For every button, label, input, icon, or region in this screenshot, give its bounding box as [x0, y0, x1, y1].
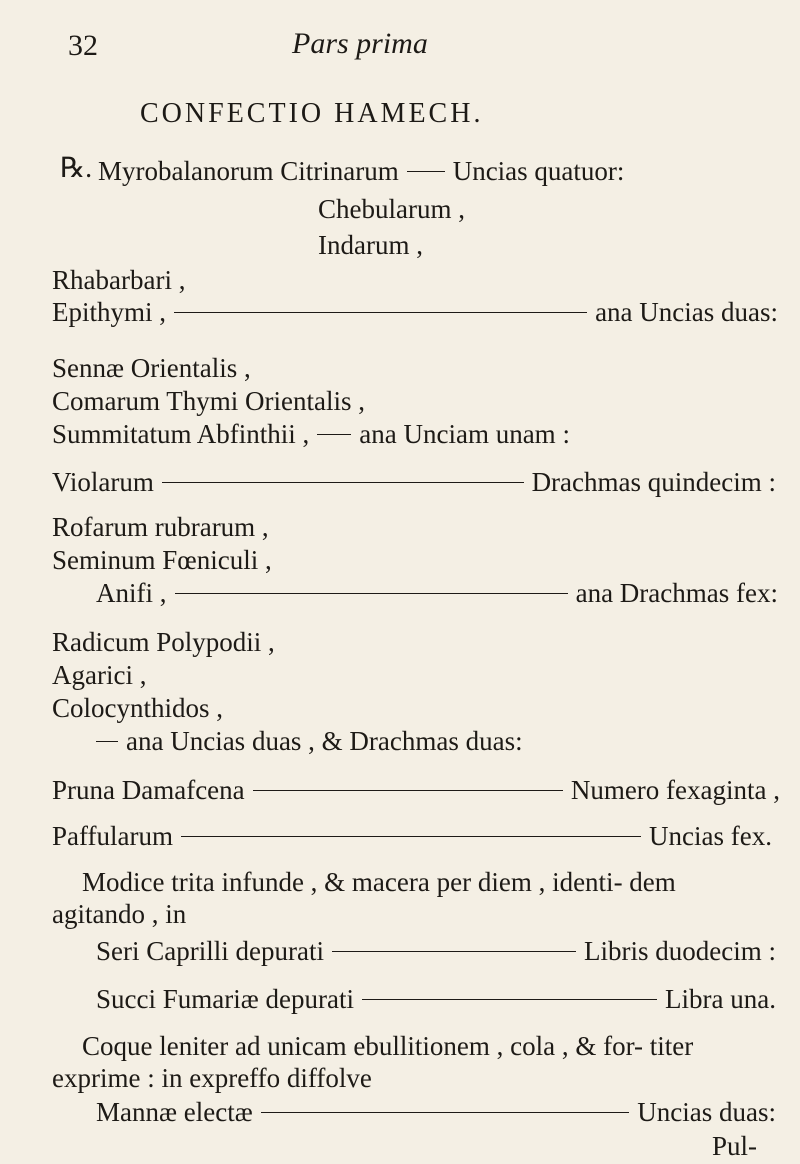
ingredient-line — [52, 774, 780, 806]
page-number: 32 — [68, 29, 98, 62]
dash-rule — [181, 836, 641, 837]
dash-rule — [253, 790, 563, 791]
ingredient-line — [96, 725, 778, 757]
dash-rule — [261, 1112, 630, 1113]
ingredient-line: Seminum Fœniculi , — [52, 545, 272, 575]
ingredient-line — [98, 155, 778, 187]
ingredient-line: Chebularum , — [318, 194, 465, 224]
dash-rule — [162, 482, 524, 483]
ingredient-name: Paffularum — [52, 821, 173, 851]
ingredient-quantity: Uncias duas: — [637, 1097, 776, 1127]
ingredient-quantity: Drachmas quindecim : — [531, 467, 776, 497]
ingredient-quantity: Libris duodecim : — [584, 936, 776, 966]
ingredient-name: Epithymi , — [52, 297, 166, 327]
ingredient-name: Summitatum Abfinthii , — [52, 419, 310, 449]
ingredient-name: Anifi , — [96, 578, 167, 608]
ingredient-line — [96, 935, 776, 967]
running-head: Pars prima — [292, 27, 428, 60]
ingredient-quantity: ana Uncias duas , & Drachmas duas: — [126, 726, 523, 756]
ingredient-name: Pruna Damafcena — [52, 775, 245, 805]
recipe-symbol: ℞. — [60, 153, 93, 184]
dash-rule — [332, 951, 576, 952]
instruction-paragraph: Coque leniter ad unicam ebullitionem , cola , & for- titer exprime : in expreffo diffolve — [52, 1031, 694, 1093]
ingredient-line: Agarici , — [52, 660, 147, 690]
ingredient-line: Comarum Thymi Orientalis , — [52, 386, 365, 416]
ingredient-quantity: ana Unciam unam : — [359, 419, 570, 449]
ingredient-quantity: ana Drachmas fex: — [575, 578, 778, 608]
dash-rule — [407, 171, 445, 172]
ingredient-name: Succi Fumariæ depurati — [96, 984, 354, 1014]
dash-rule — [317, 434, 351, 435]
catchword: Pul- — [712, 1131, 758, 1161]
ingredient-line: Indarum , — [318, 230, 423, 260]
ingredient-quantity: Numero fexaginta , — [570, 775, 780, 805]
ingredient-line — [96, 577, 778, 609]
instruction-paragraph: Modice trita infunde , & macera per diem , identi- dem agitando , in — [52, 867, 676, 929]
ingredient-name: Seri Caprilli depurati — [96, 936, 324, 966]
ingredient-line: Radicum Polypodii , — [52, 627, 275, 657]
dash-rule — [175, 593, 568, 594]
ingredient-line — [96, 983, 776, 1015]
dash-rule — [174, 312, 587, 313]
ingredient-name: Mannæ electæ — [96, 1097, 253, 1127]
ingredient-line — [52, 296, 778, 328]
ingredient-quantity: Uncias quatuor: — [452, 156, 625, 186]
recipe-title: CONFECTIO HAMECH. — [140, 98, 484, 129]
ingredient-line: Rofarum rubrarum , — [52, 512, 269, 542]
ingredient-line: Colocynthidos , — [52, 693, 224, 723]
ingredient-line — [96, 1096, 776, 1128]
ingredient-quantity: Uncias fex. — [649, 821, 772, 851]
ingredient-quantity: ana Uncias duas: — [595, 297, 778, 327]
ingredient-line — [52, 418, 778, 450]
ingredient-name: Myrobalanorum Citrinarum — [98, 156, 399, 186]
ingredient-name: Violarum — [52, 467, 154, 497]
ingredient-line: Rhabarbari , — [52, 265, 186, 295]
ingredient-quantity: Libra una. — [665, 984, 776, 1014]
ingredient-line — [52, 820, 772, 852]
dash-rule — [362, 999, 657, 1000]
ingredient-line: Sennæ Orientalis , — [52, 353, 251, 383]
ingredient-line — [52, 466, 776, 498]
dash-rule — [96, 741, 118, 742]
